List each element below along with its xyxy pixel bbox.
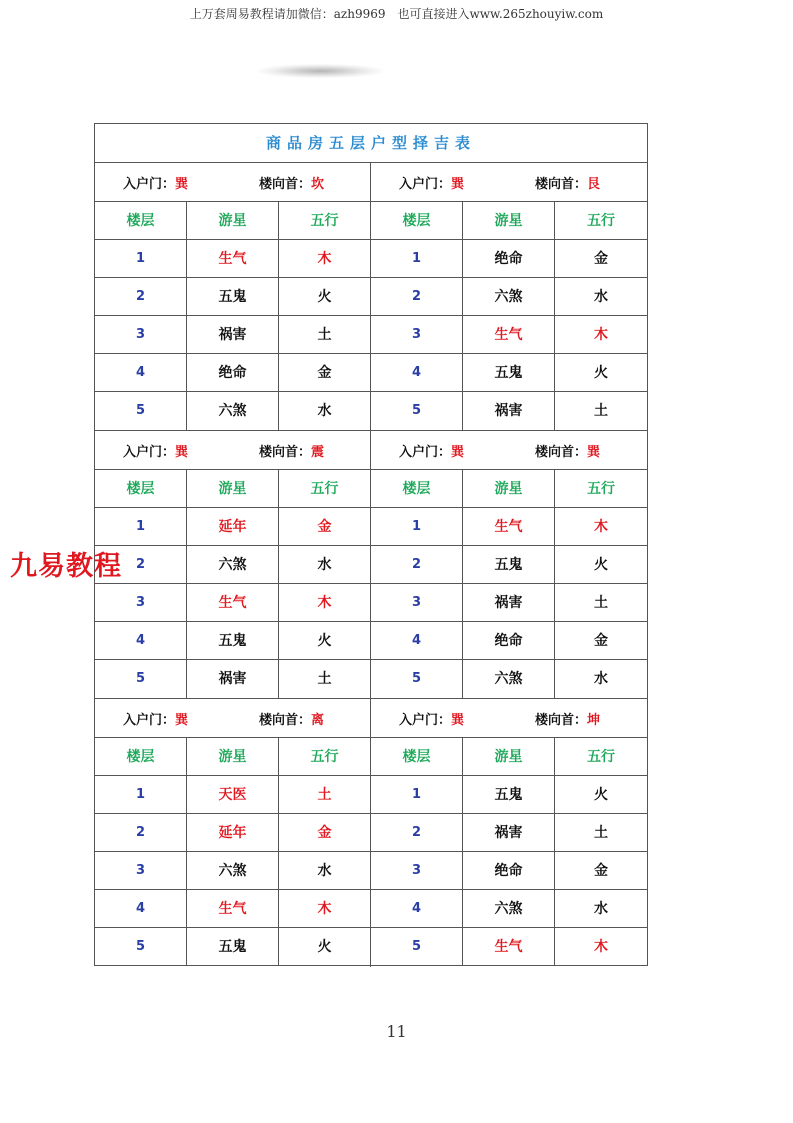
floor-number: 1 xyxy=(371,776,463,814)
facing-label: 楼向首： xyxy=(535,712,588,728)
star-cell: 五鬼 xyxy=(187,278,279,316)
floor-grid xyxy=(95,738,370,966)
star-cell: 生气 xyxy=(187,890,279,928)
star-cell: 生气 xyxy=(463,316,555,354)
element-cell: 木 xyxy=(555,508,647,546)
element-cell: 火 xyxy=(555,546,647,584)
element-cell: 火 xyxy=(279,622,370,660)
element-cell: 土 xyxy=(279,316,370,354)
floor-number: 4 xyxy=(95,890,187,928)
star-cell: 绝命 xyxy=(463,852,555,890)
facing-value: 坎 xyxy=(311,176,325,192)
floor-number: 3 xyxy=(371,852,463,890)
star-cell: 五鬼 xyxy=(463,354,555,392)
element-cell: 金 xyxy=(555,622,647,660)
element-cell: 火 xyxy=(279,278,370,316)
star-cell: 祸害 xyxy=(463,392,555,430)
floor-number: 1 xyxy=(95,508,187,546)
floor-number: 3 xyxy=(95,584,187,622)
column-header: 楼层 xyxy=(95,470,187,508)
scan-smudge xyxy=(258,64,383,78)
element-cell: 土 xyxy=(555,814,647,852)
facing-value: 巽 xyxy=(587,444,601,460)
entry-door-label: 入户门： xyxy=(399,176,452,192)
entry-door xyxy=(371,173,507,192)
floor-number: 2 xyxy=(371,814,463,852)
element-cell: 火 xyxy=(555,354,647,392)
star-cell: 绝命 xyxy=(463,622,555,660)
floor-grid xyxy=(371,738,647,966)
facing xyxy=(231,441,370,460)
column-header: 游星 xyxy=(463,738,555,776)
door-facing-row xyxy=(371,163,647,202)
floor-number: 5 xyxy=(95,928,187,966)
floor-grid xyxy=(95,470,370,698)
column-header: 游星 xyxy=(463,202,555,240)
floor-number: 5 xyxy=(371,928,463,966)
star-cell: 五鬼 xyxy=(463,546,555,584)
star-cell: 延年 xyxy=(187,814,279,852)
column-header: 游星 xyxy=(463,470,555,508)
facing-label: 楼向首： xyxy=(259,712,312,728)
element-cell: 土 xyxy=(555,584,647,622)
floor-number: 1 xyxy=(95,776,187,814)
facing-label: 楼向首： xyxy=(535,176,588,192)
floor-number: 2 xyxy=(95,546,187,584)
star-cell: 绝命 xyxy=(187,354,279,392)
column-header: 楼层 xyxy=(95,738,187,776)
star-cell: 天医 xyxy=(187,776,279,814)
element-cell: 金 xyxy=(555,240,647,278)
element-cell: 水 xyxy=(555,278,647,316)
entry-door-label: 入户门： xyxy=(399,444,452,460)
column-header: 游星 xyxy=(187,470,279,508)
floor-number: 2 xyxy=(95,278,187,316)
facing xyxy=(507,441,647,460)
column-header: 楼层 xyxy=(371,470,463,508)
element-cell: 木 xyxy=(279,584,370,622)
star-cell: 六煞 xyxy=(187,852,279,890)
floor-number: 4 xyxy=(371,890,463,928)
element-cell: 水 xyxy=(555,890,647,928)
column-header: 楼层 xyxy=(95,202,187,240)
element-cell: 金 xyxy=(279,814,370,852)
star-cell: 六煞 xyxy=(463,660,555,698)
facing-value: 震 xyxy=(311,444,325,460)
column-header: 五行 xyxy=(279,738,370,776)
entry-door-value: 巽 xyxy=(451,444,465,460)
facing-label: 楼向首： xyxy=(259,444,312,460)
entry-door xyxy=(371,709,507,728)
element-cell: 水 xyxy=(279,546,370,584)
element-cell: 火 xyxy=(555,776,647,814)
facing-label: 楼向首： xyxy=(535,444,588,460)
sub-table xyxy=(371,699,647,967)
element-cell: 金 xyxy=(279,354,370,392)
table-block-row xyxy=(95,431,647,699)
entry-door-label: 入户门： xyxy=(399,712,452,728)
star-cell: 生气 xyxy=(187,240,279,278)
element-cell: 土 xyxy=(317,671,332,687)
element-cell: 土 xyxy=(279,776,370,814)
column-header: 游星 xyxy=(187,738,279,776)
star-cell: 祸害 xyxy=(463,584,555,622)
entry-door xyxy=(95,709,231,728)
floor-number: 5 xyxy=(371,660,463,698)
watermark-text: 九易教程 xyxy=(10,551,122,582)
floor-number: 1 xyxy=(371,508,463,546)
entry-door-label: 入户门： xyxy=(123,176,176,192)
floor-number: 4 xyxy=(95,622,187,660)
element-cell: 金 xyxy=(555,852,647,890)
star-cell: 五鬼 xyxy=(187,622,279,660)
floor-grid xyxy=(371,470,647,698)
door-facing-row xyxy=(95,431,370,470)
facing-label: 楼向首： xyxy=(259,176,312,192)
table-block-row xyxy=(95,163,647,431)
floor-number: 4 xyxy=(371,622,463,660)
facing-value: 坤 xyxy=(587,712,601,728)
floor-grid xyxy=(371,202,647,430)
star-cell: 五鬼 xyxy=(187,928,279,966)
column-header: 五行 xyxy=(555,470,647,508)
entry-door xyxy=(371,441,507,460)
floor-number: 2 xyxy=(371,278,463,316)
door-facing-row xyxy=(371,699,647,738)
entry-door-value: 巽 xyxy=(175,712,189,728)
facing-value: 离 xyxy=(311,712,325,728)
star-cell: 六煞 xyxy=(187,546,279,584)
entry-door-label: 入户门： xyxy=(123,712,176,728)
door-facing-row xyxy=(371,431,647,470)
floor-number: 2 xyxy=(95,814,187,852)
house-selection-table xyxy=(94,123,648,966)
column-header: 楼层 xyxy=(371,202,463,240)
floor-number: 1 xyxy=(371,240,463,278)
sub-table xyxy=(95,699,371,967)
site-header: 上万套周易教程请加微信：azh9969 也可直接进入www.265zhouyiw.com xyxy=(189,7,604,21)
element-cell: 水 xyxy=(317,403,332,419)
table-title: 商品房五层户型择吉表 xyxy=(95,124,647,163)
floor-number: 2 xyxy=(371,546,463,584)
sub-table xyxy=(371,431,647,698)
star-cell: 绝命 xyxy=(463,240,555,278)
column-header: 五行 xyxy=(555,202,647,240)
floor-number: 3 xyxy=(371,316,463,354)
floor-number: 3 xyxy=(371,584,463,622)
star-cell: 生气 xyxy=(463,928,555,966)
entry-door-value: 巽 xyxy=(451,712,465,728)
floor-number: 3 xyxy=(95,316,187,354)
floor-grid xyxy=(95,202,370,430)
star-cell: 六煞 xyxy=(463,278,555,316)
element-cell: 金 xyxy=(279,508,370,546)
floor-number: 1 xyxy=(95,240,187,278)
star-cell: 延年 xyxy=(187,508,279,546)
element-cell: 木 xyxy=(594,939,608,955)
sub-table xyxy=(95,163,371,430)
facing xyxy=(231,709,370,728)
element-cell: 水 xyxy=(279,852,370,890)
floor-number: 5 xyxy=(371,392,463,430)
facing xyxy=(231,173,370,192)
column-header: 五行 xyxy=(555,738,647,776)
door-facing-row xyxy=(95,699,370,738)
star-cell: 祸害 xyxy=(463,814,555,852)
column-header: 五行 xyxy=(279,202,370,240)
floor-number: 4 xyxy=(371,354,463,392)
entry-door-value: 巽 xyxy=(451,176,465,192)
table-block-row xyxy=(95,699,647,967)
floor-number: 5 xyxy=(95,660,187,698)
entry-door-value: 巽 xyxy=(175,176,189,192)
element-cell: 木 xyxy=(555,316,647,354)
column-header: 五行 xyxy=(279,470,370,508)
floor-number: 3 xyxy=(95,852,187,890)
element-cell: 木 xyxy=(279,240,370,278)
entry-door xyxy=(95,441,231,460)
column-header: 楼层 xyxy=(371,738,463,776)
facing xyxy=(507,173,647,192)
facing-value: 艮 xyxy=(587,176,601,192)
element-cell: 水 xyxy=(594,671,608,687)
page-number: 11 xyxy=(386,1022,407,1041)
column-header: 游星 xyxy=(187,202,279,240)
floor-number: 4 xyxy=(95,354,187,392)
star-cell: 生气 xyxy=(463,508,555,546)
element-cell: 土 xyxy=(594,403,608,419)
star-cell: 六煞 xyxy=(187,392,279,430)
element-cell: 火 xyxy=(317,939,332,955)
star-cell: 祸害 xyxy=(187,316,279,354)
star-cell: 生气 xyxy=(187,584,279,622)
entry-door-label: 入户门： xyxy=(123,444,176,460)
door-facing-row xyxy=(95,163,370,202)
facing xyxy=(507,709,647,728)
star-cell: 五鬼 xyxy=(463,776,555,814)
floor-number: 5 xyxy=(95,392,187,430)
entry-door-value: 巽 xyxy=(175,444,189,460)
sub-table xyxy=(371,163,647,430)
star-cell: 六煞 xyxy=(463,890,555,928)
element-cell: 木 xyxy=(279,890,370,928)
sub-table xyxy=(95,431,371,698)
entry-door xyxy=(95,173,231,192)
star-cell: 祸害 xyxy=(187,660,279,698)
